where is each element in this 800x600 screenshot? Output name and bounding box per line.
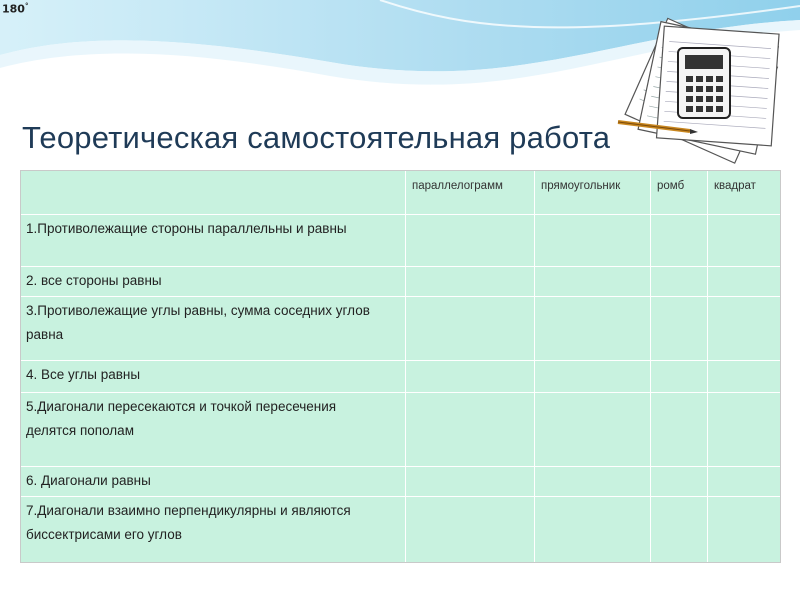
answer-cell[interactable] xyxy=(708,497,782,564)
answer-cell[interactable] xyxy=(651,267,708,297)
feature-cell: 2. все стороны равны xyxy=(21,267,406,297)
answer-cell[interactable] xyxy=(535,267,651,297)
answer-cell[interactable] xyxy=(651,393,708,467)
answer-cell[interactable] xyxy=(535,393,651,467)
answer-cell[interactable] xyxy=(406,497,535,564)
answer-cell[interactable] xyxy=(535,497,651,564)
answer-cell[interactable] xyxy=(406,393,535,467)
table-row xyxy=(21,393,782,467)
answer-cell[interactable] xyxy=(708,361,782,393)
answer-cell[interactable] xyxy=(708,215,782,267)
answer-cell[interactable] xyxy=(651,297,708,361)
column-header: ромб xyxy=(651,171,708,215)
column-header: параллелограмм xyxy=(406,171,535,215)
table-row xyxy=(21,497,782,564)
answer-cell[interactable] xyxy=(708,297,782,361)
answer-cell[interactable] xyxy=(535,467,651,497)
answer-cell[interactable] xyxy=(708,467,782,497)
feature-cell: 6. Диагонали равны xyxy=(21,467,406,497)
answer-cell[interactable] xyxy=(406,297,535,361)
answer-cell[interactable] xyxy=(406,267,535,297)
answer-cell[interactable] xyxy=(651,361,708,393)
table-row xyxy=(21,297,782,361)
corner-label: 180° xyxy=(2,2,29,16)
empty-header-cell xyxy=(21,171,406,215)
answer-cell[interactable] xyxy=(651,497,708,564)
theory-table xyxy=(20,170,782,564)
feature-cell: 7.Диагонали взаимно перпендикулярны и являются биссектрисами его углов xyxy=(21,497,406,564)
table-row xyxy=(21,267,782,297)
feature-cell: 1.Противолежащие стороны параллельны и равны xyxy=(21,215,406,267)
answer-cell[interactable] xyxy=(651,215,708,267)
answer-cell[interactable] xyxy=(535,297,651,361)
column-header: прямоугольник xyxy=(535,171,651,215)
feature-cell: 3.Противолежащие углы равны, сумма соседних углов равна xyxy=(21,297,406,361)
feature-cell: 5.Диагонали пересекаются и точкой пересечения делятся пополам xyxy=(21,393,406,467)
table-row xyxy=(21,215,782,267)
calculator-icon xyxy=(678,48,730,118)
column-header: квадрат xyxy=(708,171,782,215)
answer-cell[interactable] xyxy=(708,267,782,297)
answer-cell[interactable] xyxy=(651,467,708,497)
table-header-row xyxy=(21,171,782,215)
answer-cell[interactable] xyxy=(535,361,651,393)
papers-calculator-clipart-icon xyxy=(598,0,798,175)
feature-cell: 4. Все углы равны xyxy=(21,361,406,393)
answer-cell[interactable] xyxy=(406,467,535,497)
slide-title: Теоретическая самостоятельная работа xyxy=(22,120,611,155)
table-row xyxy=(21,467,782,497)
answer-cell[interactable] xyxy=(406,215,535,267)
answer-cell[interactable] xyxy=(535,215,651,267)
answer-cell[interactable] xyxy=(406,361,535,393)
table-row xyxy=(21,361,782,393)
answer-cell[interactable] xyxy=(708,393,782,467)
